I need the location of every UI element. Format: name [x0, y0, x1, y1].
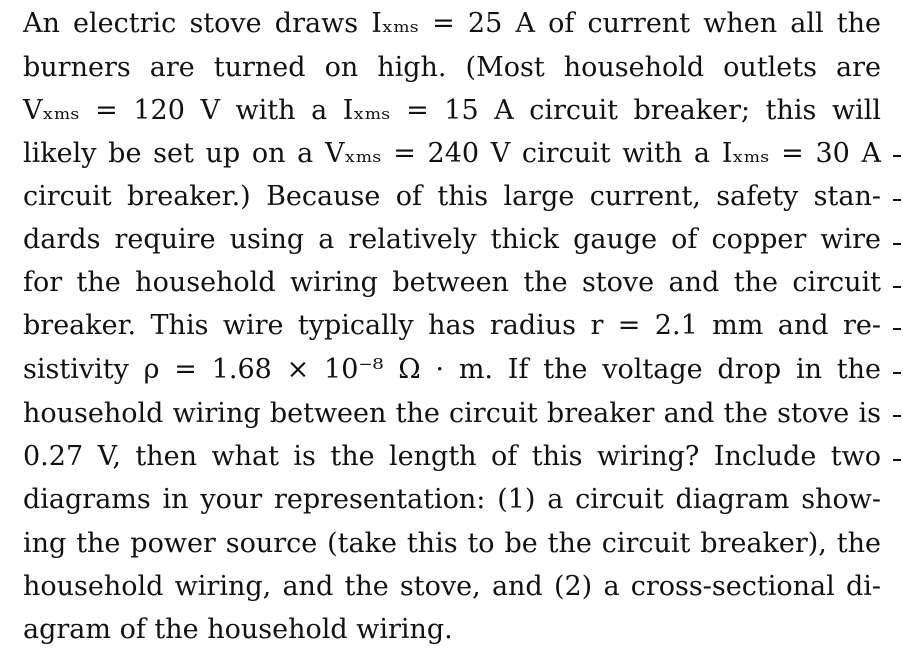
margin-mark [893, 286, 901, 288]
problem-line: household wiring, and the stove, and (2) a cross-sectional di- [23, 571, 881, 602]
margin-mark [893, 199, 901, 201]
problem-line: 0.27 V, then what is the length of this wiring? Include two [23, 441, 881, 472]
margin-mark [893, 372, 901, 374]
margin-mark [893, 459, 901, 461]
problem-line: sistivity ρ = 1.68 × 10⁻⁸ Ω · m. If the voltage drop in the [23, 354, 881, 385]
margin-mark [893, 328, 901, 330]
problem-line: An electric stove draws Iₓₘₛ = 25 A of current when all the [23, 8, 881, 39]
problem-line: likely be set up on a Vₓₘₛ = 240 V circuit with a Iₓₘₛ = 30 A [23, 138, 881, 169]
problem-line: breaker. This wire typically has radius r = 2.1 mm and re- [23, 310, 881, 341]
margin-mark [893, 155, 901, 157]
margin-mark [893, 243, 901, 245]
problem-line: household wiring between the circuit breaker and the stove is [23, 398, 881, 429]
problem-line: agram of the household wiring. [23, 614, 453, 645]
problem-line: ing the power source (take this to be the circuit breaker), the [23, 528, 881, 559]
problem-line: circuit breaker.) Because of this large current, safety stan- [23, 181, 881, 212]
problem-line: burners are turned on high. (Most household outlets are [23, 52, 881, 83]
problem-line: diagrams in your representation: (1) a circuit diagram show- [23, 484, 881, 515]
problem-line: for the household wiring between the stove and the circuit [23, 267, 881, 298]
problem-line: Vₓₘₛ = 120 V with a Iₓₘₛ = 15 A circuit breaker; this will [23, 95, 881, 126]
problem-line: dards require using a relatively thick gauge of copper wire [23, 224, 881, 255]
margin-mark [893, 415, 901, 417]
